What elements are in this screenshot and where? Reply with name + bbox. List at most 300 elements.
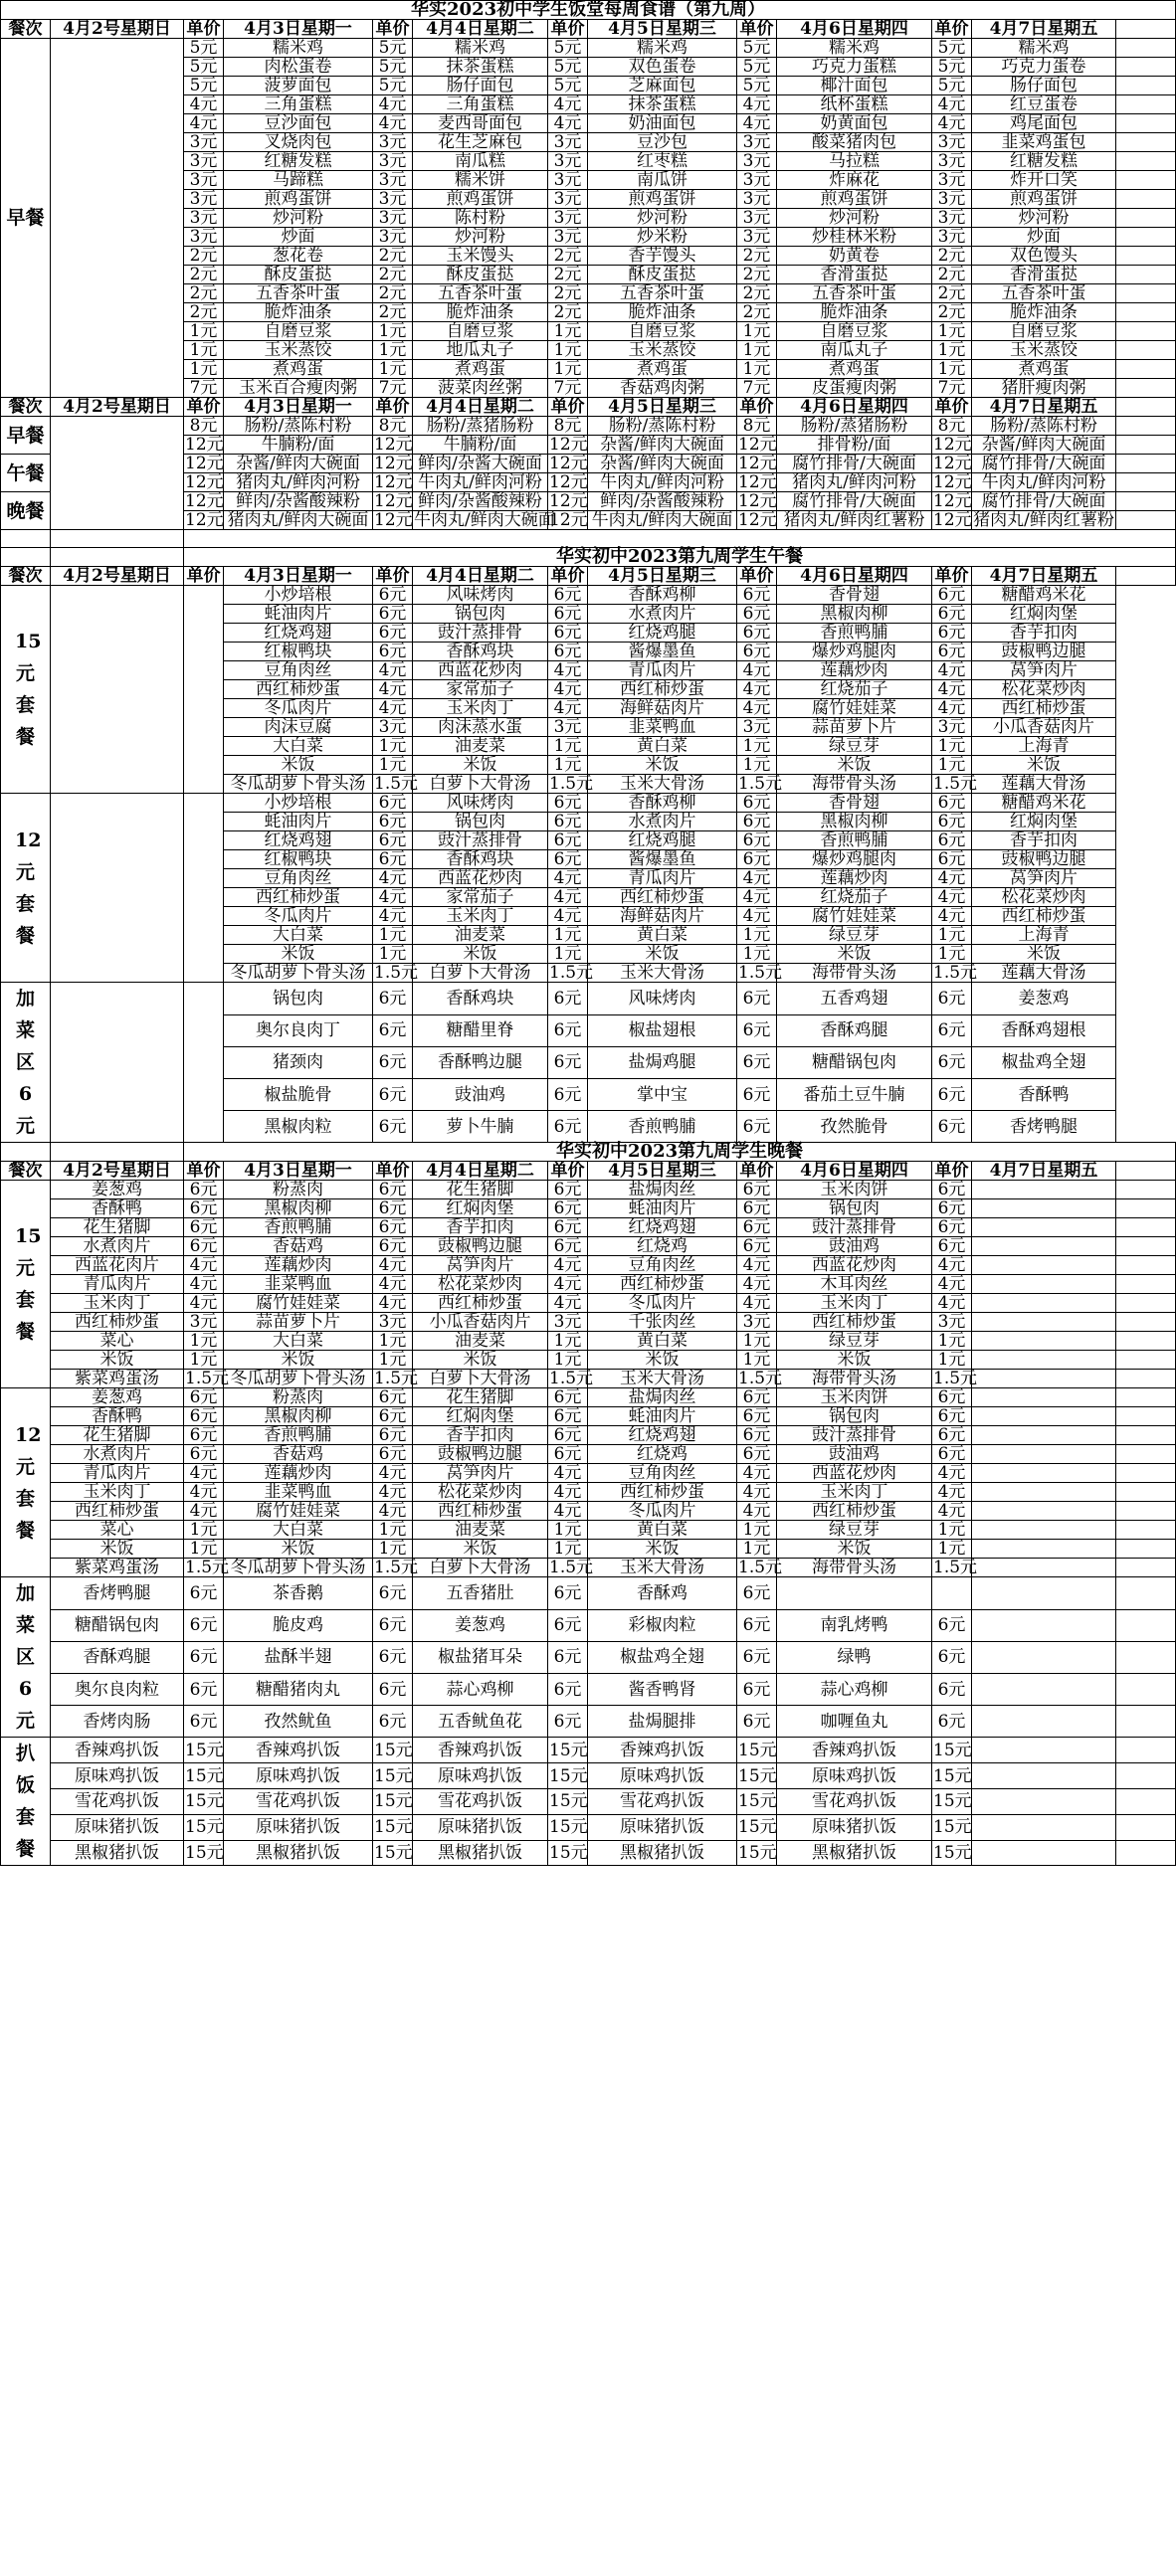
blank-cell [972,1294,1116,1313]
dish-cell: 炒面 [224,228,373,247]
dish-cell: 米饭 [413,945,548,964]
dish-cell: 玉米肉丁 [777,1483,932,1502]
price-cell: 3元 [184,152,224,171]
blank-cell [972,1275,1116,1294]
dish-cell: 脆炸油条 [413,303,548,322]
dish-cell: 糯米鸡 [972,39,1116,58]
price-cell: 15元 [932,1738,972,1763]
price-header: 单价 [932,398,972,417]
price-cell: 3元 [932,190,972,209]
dish-cell: 青瓜肉片 [588,661,737,680]
price-cell: 3元 [373,190,413,209]
dish-cell: 糖醋鸡米花 [972,586,1116,605]
blank-cell [51,548,184,567]
price-cell: 1元 [184,1332,224,1351]
price-cell: 3元 [932,718,972,737]
dish-cell: 奥尔良肉丁 [224,1014,373,1046]
price-cell: 6元 [184,1641,224,1673]
blank-cell [972,1814,1116,1840]
price-cell: 2元 [548,266,588,284]
price-cell: 1.5元 [374,1369,419,1389]
day-header: 4月5日星期三 [588,398,737,417]
dish-cell: 麦西哥面包 [413,114,548,133]
dish-cell: 玉米肉丁 [413,907,548,926]
dish-cell: 香芋扣肉 [972,624,1116,643]
price-cell: 4元 [932,661,972,680]
blank-cell [1116,1426,1176,1445]
dish-cell: 五香猪肚 [413,1577,548,1609]
dinner-row [1,1502,1176,1521]
dish-cell: 莴笋肉片 [972,661,1116,680]
dish-cell: 脆炸油条 [224,303,373,322]
dinner-row [1,1814,1176,1840]
price-cell: 3元 [373,209,413,228]
price-cell: 15元 [184,1814,224,1840]
dish-cell: 香酥鸡块 [413,643,548,661]
dish-cell: 香酥鸡翅根 [972,1014,1116,1046]
day-header: 4月6日星期四 [777,398,932,417]
price-cell: 6元 [184,1673,224,1705]
price-cell: 1.5元 [933,774,978,795]
dish-cell: 五香茶叶蛋 [777,284,932,303]
price-cell: 4元 [737,680,777,699]
dish-cell: 红烧鸡翅 [588,1218,737,1237]
dish-cell: 原味猪扒饭 [588,1814,737,1840]
price-cell: 6元 [373,643,413,661]
price-header: 单价 [184,1162,224,1181]
price-cell: 1元 [184,1521,224,1540]
dish-cell: 糖醋锅包肉 [777,1046,932,1078]
price-cell: 4元 [184,1275,224,1294]
dish-cell: 椒盐鸡全翅 [588,1641,737,1673]
dish-cell: 风味烤肉 [413,794,548,813]
price-cell: 2元 [373,303,413,322]
price-cell: 6元 [373,1218,413,1237]
price-cell: 1.5元 [374,963,419,984]
price-cell: 1元 [373,360,413,379]
dish-cell: 炒河粉 [777,209,932,228]
price-cell: 6元 [932,1046,972,1078]
dinner-row [1,1237,1176,1256]
dinner-row [1,1609,1176,1641]
dish-cell: 肉沫蒸水蛋 [413,718,548,737]
price-cell: 4元 [932,888,972,907]
price-cell: 4元 [548,869,588,888]
dish-cell: 水煮肉片 [51,1237,184,1256]
dinner-row [1,1370,1176,1388]
price-cell: 6元 [932,1609,972,1641]
day-header: 4月5日星期三 [588,1162,737,1181]
price-cell: 2元 [548,303,588,322]
dish-cell: 红烧茄子 [777,680,932,699]
dish-cell: 盐焗腿排 [588,1706,737,1738]
blank-cell [1116,1540,1176,1559]
dish-cell: 自磨豆浆 [413,322,548,341]
price-cell: 6元 [737,850,777,869]
price-cell: 6元 [373,586,413,605]
dish-cell: 蚝油肉片 [224,605,373,624]
blank-cell [972,1199,1116,1218]
dish-cell: 红椒鸭块 [224,850,373,869]
blank-cell [1116,1840,1176,1866]
title-row [1,548,1176,567]
dish-cell: 葱花卷 [224,247,373,266]
dinner-row [1,1577,1176,1609]
price-cell: 6元 [932,1388,972,1407]
dish-cell: 五香茶叶蛋 [972,284,1116,303]
header-row [1,398,1176,417]
dish-cell: 雪花鸡扒饭 [51,1788,184,1814]
dish-cell: 酥皮蛋挞 [588,266,737,284]
dish-cell: 五香茶叶蛋 [413,284,548,303]
price-cell: 4元 [184,1483,224,1502]
dish-cell: 白萝卜大骨汤 [413,1559,548,1577]
meal-header: 餐次 [1,398,51,417]
title-row [1,1143,1176,1162]
day-header: 4月7日星期五 [972,398,1116,417]
price-cell: 6元 [548,1426,588,1445]
dish-cell: 奥尔良肉粒 [51,1673,184,1705]
dinner-row [1,1840,1176,1866]
dish-cell: 煎鸡蛋饼 [777,190,932,209]
price-cell: 3元 [737,171,777,190]
price-cell: 1.5元 [549,963,594,984]
blank-cell [1116,1763,1176,1789]
dish-cell: 花生猪脚 [51,1218,184,1237]
dinner-row [1,1256,1176,1275]
price-cell: 4元 [932,699,972,718]
price-header: 单价 [184,398,224,417]
price-cell: 6元 [548,1609,588,1641]
price-cell: 5元 [373,39,413,58]
price-cell: 6元 [184,1181,224,1199]
dish-cell: 炸开口笑 [972,171,1116,190]
dish-cell: 香酥鸡块 [413,850,548,869]
dish-cell: 黑椒猪扒饭 [413,1840,548,1866]
dinner-row [1,1641,1176,1673]
day-header: 4月6日星期四 [777,567,932,586]
price-cell: 3元 [932,1313,972,1332]
price-cell: 4元 [373,1483,413,1502]
dish-cell: 蚝油肉片 [588,1407,737,1426]
price-cell: 12元 [374,435,413,455]
blank-cell [1116,379,1176,398]
price-cell: 6元 [373,794,413,813]
dish-cell: 菠萝面包 [224,77,373,95]
dish-cell: 香滑蛋挞 [777,266,932,284]
price-cell: 2元 [932,303,972,322]
dish-cell: 爆炒鸡腿肉 [777,850,932,869]
dish-cell: 玉米肉丁 [413,699,548,718]
price-cell: 6元 [373,1445,413,1464]
dish-cell: 地瓜丸子 [413,341,548,360]
price-cell: 3元 [932,152,972,171]
dish-cell: 腐竹排骨/大碗面 [777,492,932,511]
dish-cell: 西红柿炒蛋 [777,1313,932,1332]
price-cell: 6元 [932,1641,972,1673]
price-cell: 3元 [184,133,224,152]
price-cell: 15元 [184,1788,224,1814]
price-cell: 6元 [737,1078,777,1110]
dish-cell: 牛腩粉/面 [224,436,373,455]
price-cell: 4元 [184,1294,224,1313]
price-cell: 1元 [373,322,413,341]
blank-cell [1116,341,1176,360]
blank-cell [1116,133,1176,152]
dish-cell: 牛肉丸/鲜肉河粉 [588,473,737,492]
dish-cell: 孜然脆骨 [777,1111,932,1143]
dish-cell: 花生猪脚 [413,1181,548,1199]
price-header: 单价 [373,398,413,417]
price-cell: 12元 [185,435,224,455]
dish-cell: 香煎鸭脯 [224,1426,373,1445]
price-cell: 2元 [932,284,972,303]
dish-cell: 香菇鸡肉粥 [588,379,737,398]
price-cell: 6元 [932,1111,972,1143]
price-cell: 6元 [373,1426,413,1445]
price-cell: 3元 [737,1313,777,1332]
price-header: 单价 [737,1162,777,1181]
blank-cell [972,1313,1116,1332]
dish-cell: 牛肉丸/鲜肉大碗面 [588,511,737,530]
dish-cell: 香酥鸡腿 [777,1014,932,1046]
section-label-text: 12元套餐 [15,1423,42,1542]
dinner-15-set-label [1,1181,51,1388]
price-cell: 1元 [373,1351,413,1370]
dish-cell: 米饭 [51,1540,184,1559]
blank-cell [1116,567,1176,586]
dish-cell: 莴笋肉片 [972,869,1116,888]
price-cell: 6元 [932,831,972,850]
meal-header: 餐次 [1,20,51,39]
price-cell: 6元 [737,794,777,813]
price-cell: 12元 [374,472,413,492]
dish-cell: 原味猪扒饭 [224,1814,373,1840]
price-cell: 6元 [184,1218,224,1237]
dish-cell: 鲜肉/杂酱大碗面 [413,455,548,473]
dish-cell: 煮鸡蛋 [413,360,548,379]
dish-cell: 煮鸡蛋 [224,360,373,379]
price-cell: 6元 [932,794,972,813]
day-header: 4月7日星期五 [972,20,1116,39]
dish-cell: 小炒培根 [224,586,373,605]
dish-cell: 西红柿炒蛋 [51,1313,184,1332]
dish-cell: 绿豆芽 [777,1521,932,1540]
dish-cell: 酱香鸭肾 [588,1673,737,1705]
price-cell: 12元 [738,454,777,473]
dish-cell: 糯米鸡 [224,39,373,58]
dish-cell: 黄白菜 [588,737,737,756]
dish-cell: 粉蒸肉 [224,1181,373,1199]
dish-cell: 煎鸡蛋饼 [972,190,1116,209]
dinner-row [1,1464,1176,1483]
dish-cell: 糯米鸡 [413,39,548,58]
dish-cell: 原味鸡扒饭 [777,1763,932,1789]
price-cell: 6元 [548,1218,588,1237]
price-cell: 6元 [548,1078,588,1110]
price-cell: 6元 [737,813,777,831]
dish-cell: 雪花鸡扒饭 [413,1788,548,1814]
price-cell: 5元 [184,77,224,95]
price-cell: 4元 [373,1502,413,1521]
dish-cell: 红焖肉堡 [413,1407,548,1426]
section-label-text: 15元套餐 [15,1225,42,1344]
price-cell: 6元 [548,813,588,831]
day-header: 4月5日星期三 [588,567,737,586]
blank-cell [1116,20,1176,39]
price-cell: 2元 [737,284,777,303]
price-cell: 1.5元 [738,1558,783,1578]
dish-cell: 奶黄卷 [777,247,932,266]
price-cell: 6元 [548,831,588,850]
dinner-row [1,1218,1176,1237]
dish-cell: 肠仔面包 [413,77,548,95]
dish-cell: 炒米粉 [588,228,737,247]
dinner-row [1,1407,1176,1426]
dish-cell: 姜葱鸡 [413,1609,548,1641]
dish-cell: 盐焗肉丝 [588,1181,737,1199]
price-cell: 5元 [737,77,777,95]
dish-cell: 椒盐猪耳朵 [413,1641,548,1673]
dish-cell: 排骨粉/面 [777,436,932,455]
price-cell: 1.5元 [374,1558,419,1578]
price-cell: 2元 [373,266,413,284]
blank-cell [1116,303,1176,322]
dish-cell: 煎鸡蛋饼 [588,190,737,209]
price-header: 单价 [737,20,777,39]
price-cell: 6元 [932,643,972,661]
blank-cell [1116,1814,1176,1840]
price-cell: 8元 [373,417,413,436]
dish-cell: 姜葱鸡 [972,983,1116,1014]
price-cell: 6元 [184,1199,224,1218]
price-cell: 1元 [548,360,588,379]
price-cell: 1元 [932,360,972,379]
dish-cell: 肠粉/蒸陈村粉 [588,417,737,436]
price-cell: 6元 [548,1641,588,1673]
price-cell: 1元 [737,322,777,341]
price-cell: 6元 [373,1111,413,1143]
blank-cell [972,1763,1116,1789]
dinner-row [1,1275,1176,1294]
price-cell: 6元 [548,643,588,661]
dish-cell: 玉米肉丁 [51,1294,184,1313]
price-cell: 15元 [548,1788,588,1814]
price-cell: 4元 [184,1502,224,1521]
dish-cell: 玉米大骨汤 [588,1370,737,1388]
blank-cell [1116,152,1176,171]
dish-cell: 青瓜肉片 [588,869,737,888]
header-row [1,567,1176,586]
price-cell: 3元 [548,718,588,737]
price-cell: 5元 [373,77,413,95]
dinner-row [1,1706,1176,1738]
dish-cell: 白萝卜大骨汤 [413,964,548,983]
price-header: 单价 [373,20,413,39]
dish-cell: 韭菜鸭血 [224,1275,373,1294]
price-cell: 1元 [373,1540,413,1559]
price-cell: 6元 [548,1673,588,1705]
price-cell: 3元 [548,190,588,209]
blank-cell [1116,1294,1176,1313]
price-cell: 5元 [737,58,777,77]
blank-cell [1116,1256,1176,1275]
dish-cell: 巧克力蛋糕 [777,58,932,77]
price-cell: 15元 [932,1840,972,1866]
price-cell: 5元 [932,58,972,77]
price-cell: 4元 [737,1294,777,1313]
noodle-breakfast-label: 早餐 [1,417,51,455]
price-cell: 15元 [548,1763,588,1789]
price-cell: 3元 [373,133,413,152]
blank-cell [1116,1351,1176,1370]
section-label-text: 加菜区6元 [15,988,35,1138]
dish-cell: 抹茶蛋糕 [588,95,737,114]
dish-cell: 原味鸡扒饭 [588,1763,737,1789]
day-header: 4月5日星期三 [588,20,737,39]
price-cell: 6元 [548,1445,588,1464]
dish-cell: 松花菜炒肉 [972,680,1116,699]
dish-cell: 紫菜鸡蛋汤 [51,1370,184,1388]
blank-cell [972,1641,1116,1673]
price-cell: 4元 [548,680,588,699]
dish-cell: 黑椒肉柳 [777,605,932,624]
dish-cell: 鸡尾面包 [972,114,1116,133]
dish-cell: 椒盐鸡全翅 [972,1046,1116,1078]
price-cell: 6元 [548,1407,588,1426]
blank-cell [1116,1521,1176,1540]
dish-cell: 莲藕炒肉 [777,869,932,888]
price-header: 单价 [932,567,972,586]
dish-cell: 肠粉/蒸猪肠粉 [777,417,932,436]
dinner-rice-set-label [1,1738,51,1866]
price-cell: 4元 [548,1294,588,1313]
blank-cell [1116,1162,1176,1181]
dish-cell: 黑椒猪扒饭 [588,1840,737,1866]
dish-cell: 原味鸡扒饭 [224,1763,373,1789]
dish-cell: 红烧茄子 [777,888,932,907]
dish-cell: 红烧鸡翅 [224,831,373,850]
dish-cell: 豉油鸡 [777,1237,932,1256]
price-cell: 15元 [184,1840,224,1866]
blank-cell [1116,39,1176,58]
blank-cell [1,548,51,567]
dish-cell: 香菇鸡 [224,1445,373,1464]
price-cell: 1元 [932,945,972,964]
price-header: 单价 [184,20,224,39]
blank-cell [1,1143,51,1162]
dinner-row [1,1181,1176,1199]
dish-cell: 玉米大骨汤 [588,1559,737,1577]
price-cell: 15元 [737,1840,777,1866]
dish-cell: 煮鸡蛋 [972,360,1116,379]
dish-cell: 西蓝花炒肉 [777,1256,932,1275]
price-cell: 1元 [373,756,413,775]
price-cell: 3元 [548,133,588,152]
dish-cell: 红焖肉堡 [413,1199,548,1218]
price-cell: 6元 [737,1237,777,1256]
dish-cell: 西红柿炒蛋 [413,1294,548,1313]
dish-cell: 香滑蛋挞 [972,266,1116,284]
dish-cell: 米饭 [777,1540,932,1559]
price-cell: 15元 [373,1763,413,1789]
dish-cell: 千张肉丝 [588,1313,737,1332]
meal-header: 餐次 [1,567,51,586]
dish-cell: 豆沙面包 [224,114,373,133]
blank-cell [932,1577,972,1609]
dish-cell: 南瓜丸子 [777,341,932,360]
dish-cell: 油麦菜 [413,1332,548,1351]
